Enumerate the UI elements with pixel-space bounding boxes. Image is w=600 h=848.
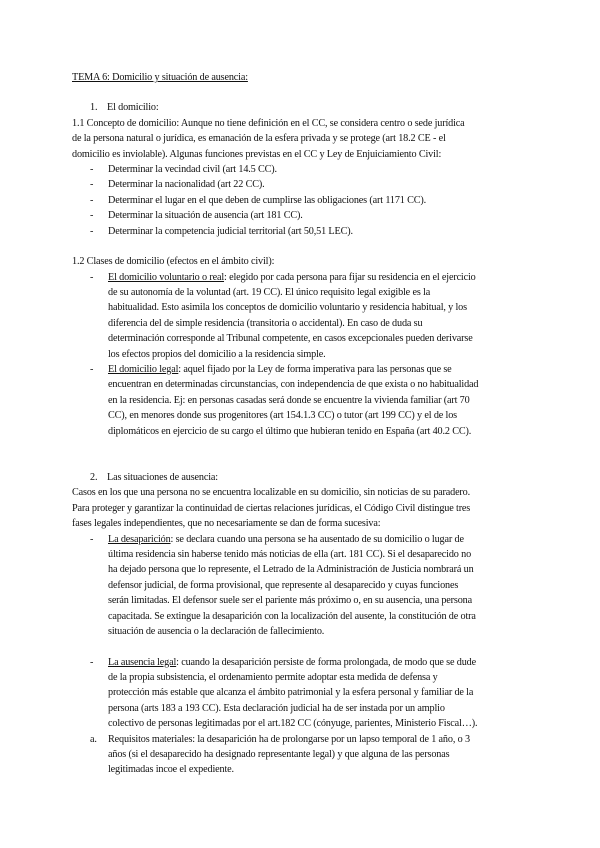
paragraph-line: de su autonomía de la voluntad (art. 19 CC). El único requisito legal exigible es la bbox=[108, 287, 431, 299]
absence-intro-paragraph bbox=[72, 485, 528, 531]
dash-bullet: - bbox=[90, 210, 94, 222]
paragraph-line: de la propia subsistencia, el ordenamiento permite adoptar esta medida de defensa y bbox=[108, 672, 438, 684]
paragraph-line: CC), en menores donde sus progenitores (art 154.1.3 CC) o tutor (art 199 CC) y el de los bbox=[108, 410, 457, 422]
paragraph-line: los efectos propios del domicilio a la residencia simple. bbox=[108, 348, 326, 360]
paragraph-line: diplomáticos en ejercicio de su cargo el último que hubieran tenido en España (art 40.2 CC). bbox=[108, 425, 472, 437]
section-2-title: Las situaciones de ausencia: bbox=[107, 471, 218, 483]
paragraph-line: persona (arts 183 a 193 CC). Esta declaración judicial ha de ser instada por un amplio bbox=[108, 702, 445, 714]
paragraph-line: Para proteger y garantizar la continuidad de ciertas relaciones jurídicas, el Código Civil distingue tres bbox=[72, 502, 471, 514]
functions-list bbox=[72, 162, 528, 239]
section-1-title: El domicilio: bbox=[107, 102, 159, 114]
list-item: - Determinar la vecindad civil (art 14.5 CC). bbox=[72, 162, 528, 177]
term-voluntary-domicile: El domicilio voluntario o real bbox=[108, 271, 225, 283]
term-legal-domicile: El domicilio legal bbox=[108, 364, 179, 376]
material-requirements-item: a. Requisitos materiales: la desaparición ha de prolongarse por un lapso temporal de 1 año, o 3 años (si el desaparecido ha designado representante legal) y que alguna de las personas legitimadas incoe el expediente. bbox=[72, 732, 528, 778]
dash-bullet: - bbox=[90, 271, 94, 283]
dash-bullet: - bbox=[90, 225, 94, 237]
domicile-classes-heading: 1.2 Clases de domicilio (efectos en el ámbito civil): bbox=[72, 256, 275, 268]
document-page bbox=[72, 70, 528, 778]
paragraph-line: 1.1 Concepto de domicilio: Aunque no tiene definición en el CC, se considera centro o sede jurídica bbox=[72, 117, 465, 129]
section-1-number: 1. bbox=[90, 102, 98, 114]
dash-bullet: - bbox=[90, 194, 94, 206]
dash-bullet: - bbox=[90, 163, 94, 175]
paragraph-line: habitualidad. Esto asimila los conceptos de domicilio voluntario y residencia habitual, y los bbox=[108, 302, 467, 314]
paragraph-line: última residencia sin haberse tenido más noticias de ella (art. 181 CC). Si el desaparecido no bbox=[108, 548, 472, 560]
list-item: - Determinar la competencia judicial territorial (art 50,51 LEC). bbox=[72, 224, 528, 239]
paragraph-line: ha dejado persona que lo represente, el Letrado de la Administración de Justicia nombrará un bbox=[108, 564, 474, 576]
legal-domicile-item: - El domicilio legal: aquel fijado por la Ley de forma imperativa para las personas que se encuentran en determinadas circunstancias, con independencia de que exista o no habitualidad en la residencia. Ej: en personas casadas será donde se encuentre la vivienda familiar (art 70 CC), en menores donde sus progenitores (art 154.1.3 CC) o tutor (art 199 CC) y el de los diplomáticos en ejercicio de su cargo el último que hubieran tenido en España (art 40.2 CC). bbox=[72, 362, 528, 439]
paragraph-line: encuentran en determinadas circunstancias, con independencia de que exista o no habitualidad bbox=[108, 379, 479, 391]
paragraph-line: colectivo de personas legitimadas por el art.182 CC (cónyuge, parientes, Ministerio Fiscal…). bbox=[108, 718, 478, 730]
paragraph-line: legitimadas incoe el expediente. bbox=[108, 764, 234, 776]
section-2-heading bbox=[72, 470, 528, 485]
alpha-marker: a. bbox=[90, 733, 97, 745]
dash-bullet: - bbox=[90, 656, 94, 668]
section-1-heading bbox=[72, 100, 528, 115]
term-legal-absence: La ausencia legal bbox=[108, 656, 177, 668]
list-item: - Determinar la nacionalidad (art 22 CC). bbox=[72, 177, 528, 192]
paragraph-line: Casos en los que una persona no se encuentra localizable en su domicilio, sin noticias de su paradero. bbox=[72, 487, 471, 499]
section-2-number: 2. bbox=[90, 471, 98, 483]
paragraph-line: protección más estable que alcanza el ámbito patrimonial y la esfera personal y familiar de la bbox=[108, 687, 474, 699]
list-item: - Determinar el lugar en el que deben de cumplirse las obligaciones (art 1171 CC). bbox=[72, 193, 528, 208]
paragraph-line: determinación corresponde al Tribunal competente, en casos excepcionales pueden derivarse bbox=[108, 333, 473, 345]
paragraph-line: defensor judicial, de forma provisional, que represente al desaparecido y cuyas funciones bbox=[108, 579, 459, 591]
paragraph-line: fases legales independientes, que no necesariamente se dan de forma sucesiva: bbox=[72, 518, 381, 530]
dash-bullet: - bbox=[90, 179, 94, 191]
paragraph-line: en la residencia. Ej: en personas casadas será donde se encuentre la vivienda familiar (art 70 bbox=[108, 394, 470, 406]
legal-absence-item: - La ausencia legal: cuando la desaparición persiste de forma prolongada, de modo que se dude de la propia subsistencia, el ordenamiento permite adoptar esta medida de defensa y protección más estable que alcanza el ámbito patrimonial y la esfera personal y familiar de la persona (arts 183 a 193 CC). Esta declaración judicial ha de ser instada por un amplio colectivo de personas legitimadas por el art.182 CC (cónyuge, parientes, Ministerio Fiscal…). bbox=[72, 655, 528, 732]
paragraph-line: serán limitadas. El defensor suele ser el pariente más próximo o, en su ausencia, una persona bbox=[108, 595, 472, 607]
paragraph-line: capacitada. Se extingue la desaparición con la localización del ausente, la constitución de otra bbox=[108, 610, 476, 622]
paragraph-line: situación de ausencia o la declaración de fallecimiento. bbox=[108, 625, 325, 637]
list-item: - Determinar la situación de ausencia (art 181 CC). bbox=[72, 208, 528, 223]
disappearance-item: - La desaparición: se declara cuando una persona se ha ausentado de su domicilio o lugar de última residencia sin haberse tenido más noticias de ella (art. 181 CC). Si el desaparecido no ha dejado persona que lo represente, el Letrado de la Administración de Justicia nombrará un defensor judicial, de forma provisional, que represente al desaparecido y cuyas funciones serán limitadas. El defensor suele ser el pariente más próximo o, en su ausencia, una persona capacitada. Se extingue la desaparición con la localización del ausente, la constitución de otra situación de ausencia o la declaración de fallecimiento. bbox=[72, 532, 528, 640]
voluntary-domicile-item: - El domicilio voluntario o real: elegido por cada persona para fijar su residencia en el ejercicio de su autonomía de la voluntad (art. 19 CC). El único requisito legal exigible es la habitualidad. Esto asimila los conceptos de domicilio voluntario y residencia habitual, y los diferencia del de simple residencia (transitoria o accidental). En caso de duda su determinación corresponde al Tribunal competente, en casos excepcionales pueden derivarse los efectos propios del domicilio a la residencia simple. bbox=[72, 270, 528, 362]
paragraph-line: años (si el desaparecido ha designado representante legal) y que alguna de las personas bbox=[108, 749, 450, 761]
dash-bullet: - bbox=[90, 364, 94, 376]
paragraph-line: diferencia del de simple residencia (transitoria o accidental). En caso de duda su bbox=[108, 317, 423, 329]
term-disappearance: La desaparición bbox=[108, 533, 171, 545]
page-title: TEMA 6: Domicilio y situación de ausencia: bbox=[72, 72, 248, 83]
paragraph-line: domicilio es inviolable). Algunas funciones previstas en el CC y Ley de Enjuiciamiento Civil: bbox=[72, 148, 442, 160]
dash-bullet: - bbox=[90, 533, 94, 545]
paragraph-line: de la persona natural o jurídica, es emanación de la esfera privada y se protege (art 18.2 CE - el bbox=[72, 133, 446, 145]
domicilio-concept-paragraph bbox=[72, 116, 528, 162]
